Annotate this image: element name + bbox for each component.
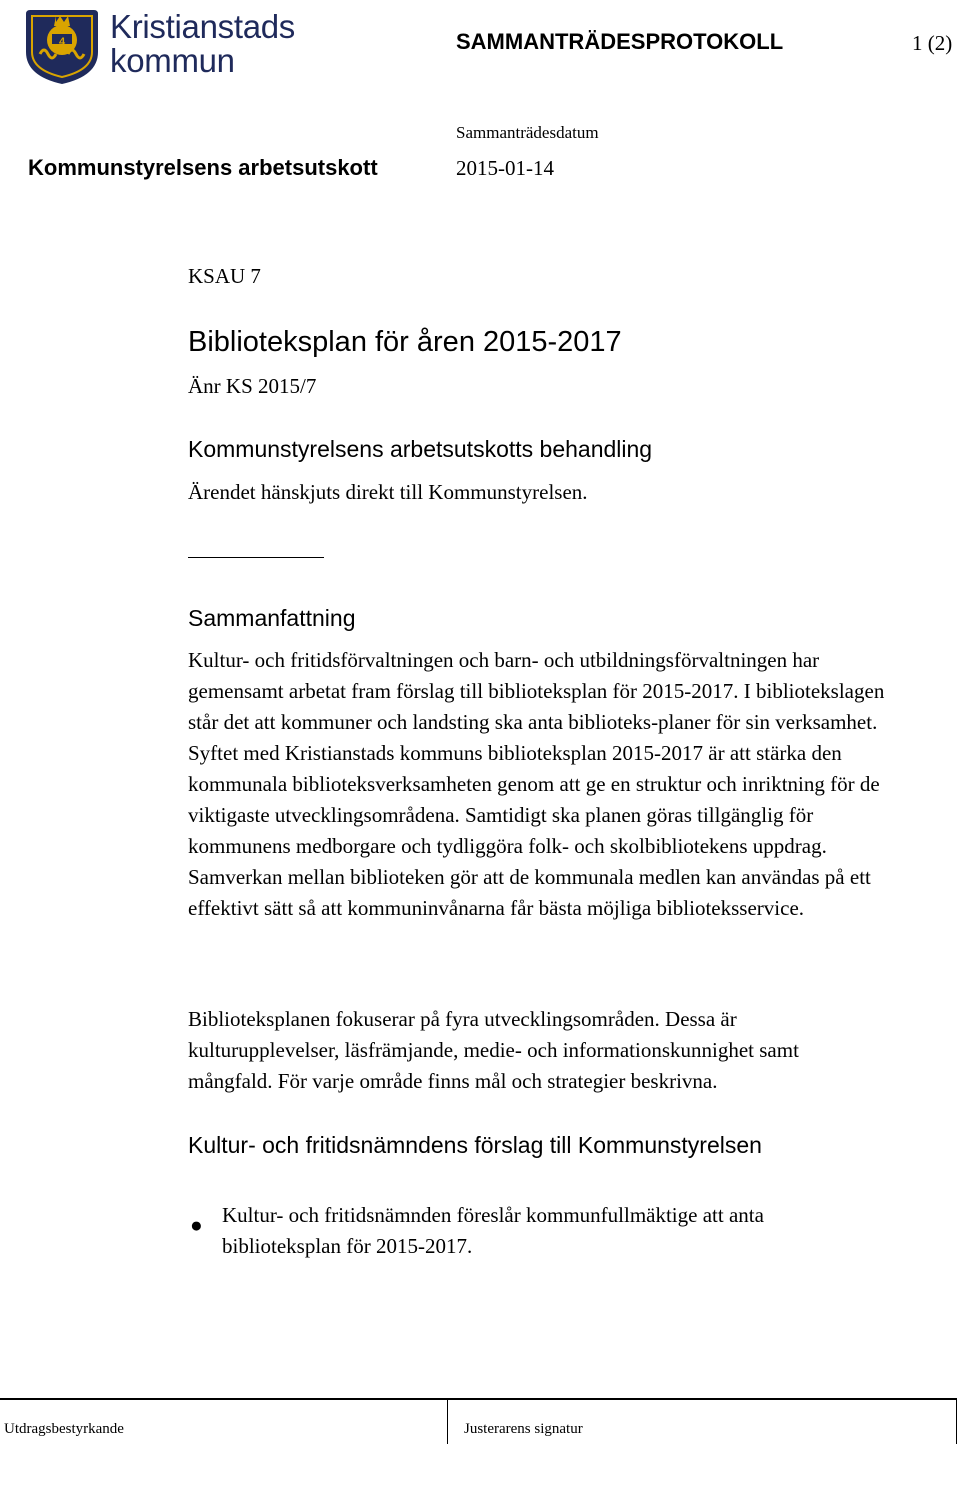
page-number: 1 (2) bbox=[912, 31, 953, 55]
proposal-heading: Kultur- och fritidsnämndens förslag till Kommunstyrelsen bbox=[188, 1132, 762, 1158]
handling-text: Ärendet hänskjuts direkt till Kommunstyrelsen. bbox=[188, 480, 588, 504]
section-reference: KSAU 7 bbox=[188, 264, 261, 288]
coat-of-arms-icon bbox=[22, 4, 102, 86]
org-name-line2: kommun bbox=[110, 42, 235, 79]
summary-paragraph-2: Biblioteksplanen fokuserar på fyra utvecklingsområden. Dessa är kulturupplevelser, läsfrämjande, medie- och informationskunnighet samt mångfald. För varje område finns mål och strategier beskrivna. bbox=[188, 1007, 799, 1093]
page-title: Biblioteksplan för åren 2015-2017 bbox=[188, 326, 622, 358]
footer-divider bbox=[0, 1398, 957, 1400]
bullet-icon: ● bbox=[190, 1213, 203, 1237]
footer-extract-certification: Utdragsbestyrkande bbox=[4, 1421, 124, 1437]
case-number: Änr KS 2015/7 bbox=[188, 374, 317, 398]
committee-name: Kommunstyrelsens arbetsutskott bbox=[28, 155, 378, 180]
meeting-date: 2015-01-14 bbox=[456, 156, 554, 180]
document-type: SAMMANTRÄDESPROTOKOLL bbox=[456, 29, 784, 54]
svg-text:4: 4 bbox=[58, 36, 66, 48]
footer-column-divider bbox=[447, 1398, 448, 1444]
meeting-date-label: Sammanträdesdatum bbox=[456, 123, 599, 142]
org-name-line1: Kristianstads bbox=[110, 8, 296, 45]
summary-paragraph-1: Kultur- och fritidsförvaltningen och barn- och utbildningsförvaltningen har gemensamt arbetat fram förslag till biblioteksplan för 2015-2017. I bibliotekslagen står det att kommuner och landsting ska anta biblioteks-planer för sin verksamhet. Syftet med Kristianstads kommuns biblioteksplan 2015-2017 är att stärka den kommunala biblioteksverksamheten genom att ge en struktur och inriktning för de viktigaste utvecklingsområdena. Samtidigt ska planen göras tillgänglig för kommunens medborgare och tydliggöra folk- och skolbibliotekens uppdrag. Samverkan mellan biblioteken gör att de kommunala medlen kan användas på ett effektivt sätt så att kommuninvånarna får bästa möjliga biblioteksservice. bbox=[188, 648, 885, 920]
section-divider bbox=[188, 557, 324, 558]
footer-right-border bbox=[956, 1398, 957, 1444]
proposal-bullet-text: Kultur- och fritidsnämnden föreslår kommunfullmäktige att anta biblioteksplan för 2015-2017. bbox=[222, 1203, 764, 1258]
footer-signature-label: Justerarens signatur bbox=[464, 1421, 583, 1437]
municipality-logo bbox=[22, 4, 302, 86]
summary-heading: Sammanfattning bbox=[188, 605, 356, 631]
handling-heading: Kommunstyrelsens arbetsutskotts behandling bbox=[188, 436, 653, 462]
